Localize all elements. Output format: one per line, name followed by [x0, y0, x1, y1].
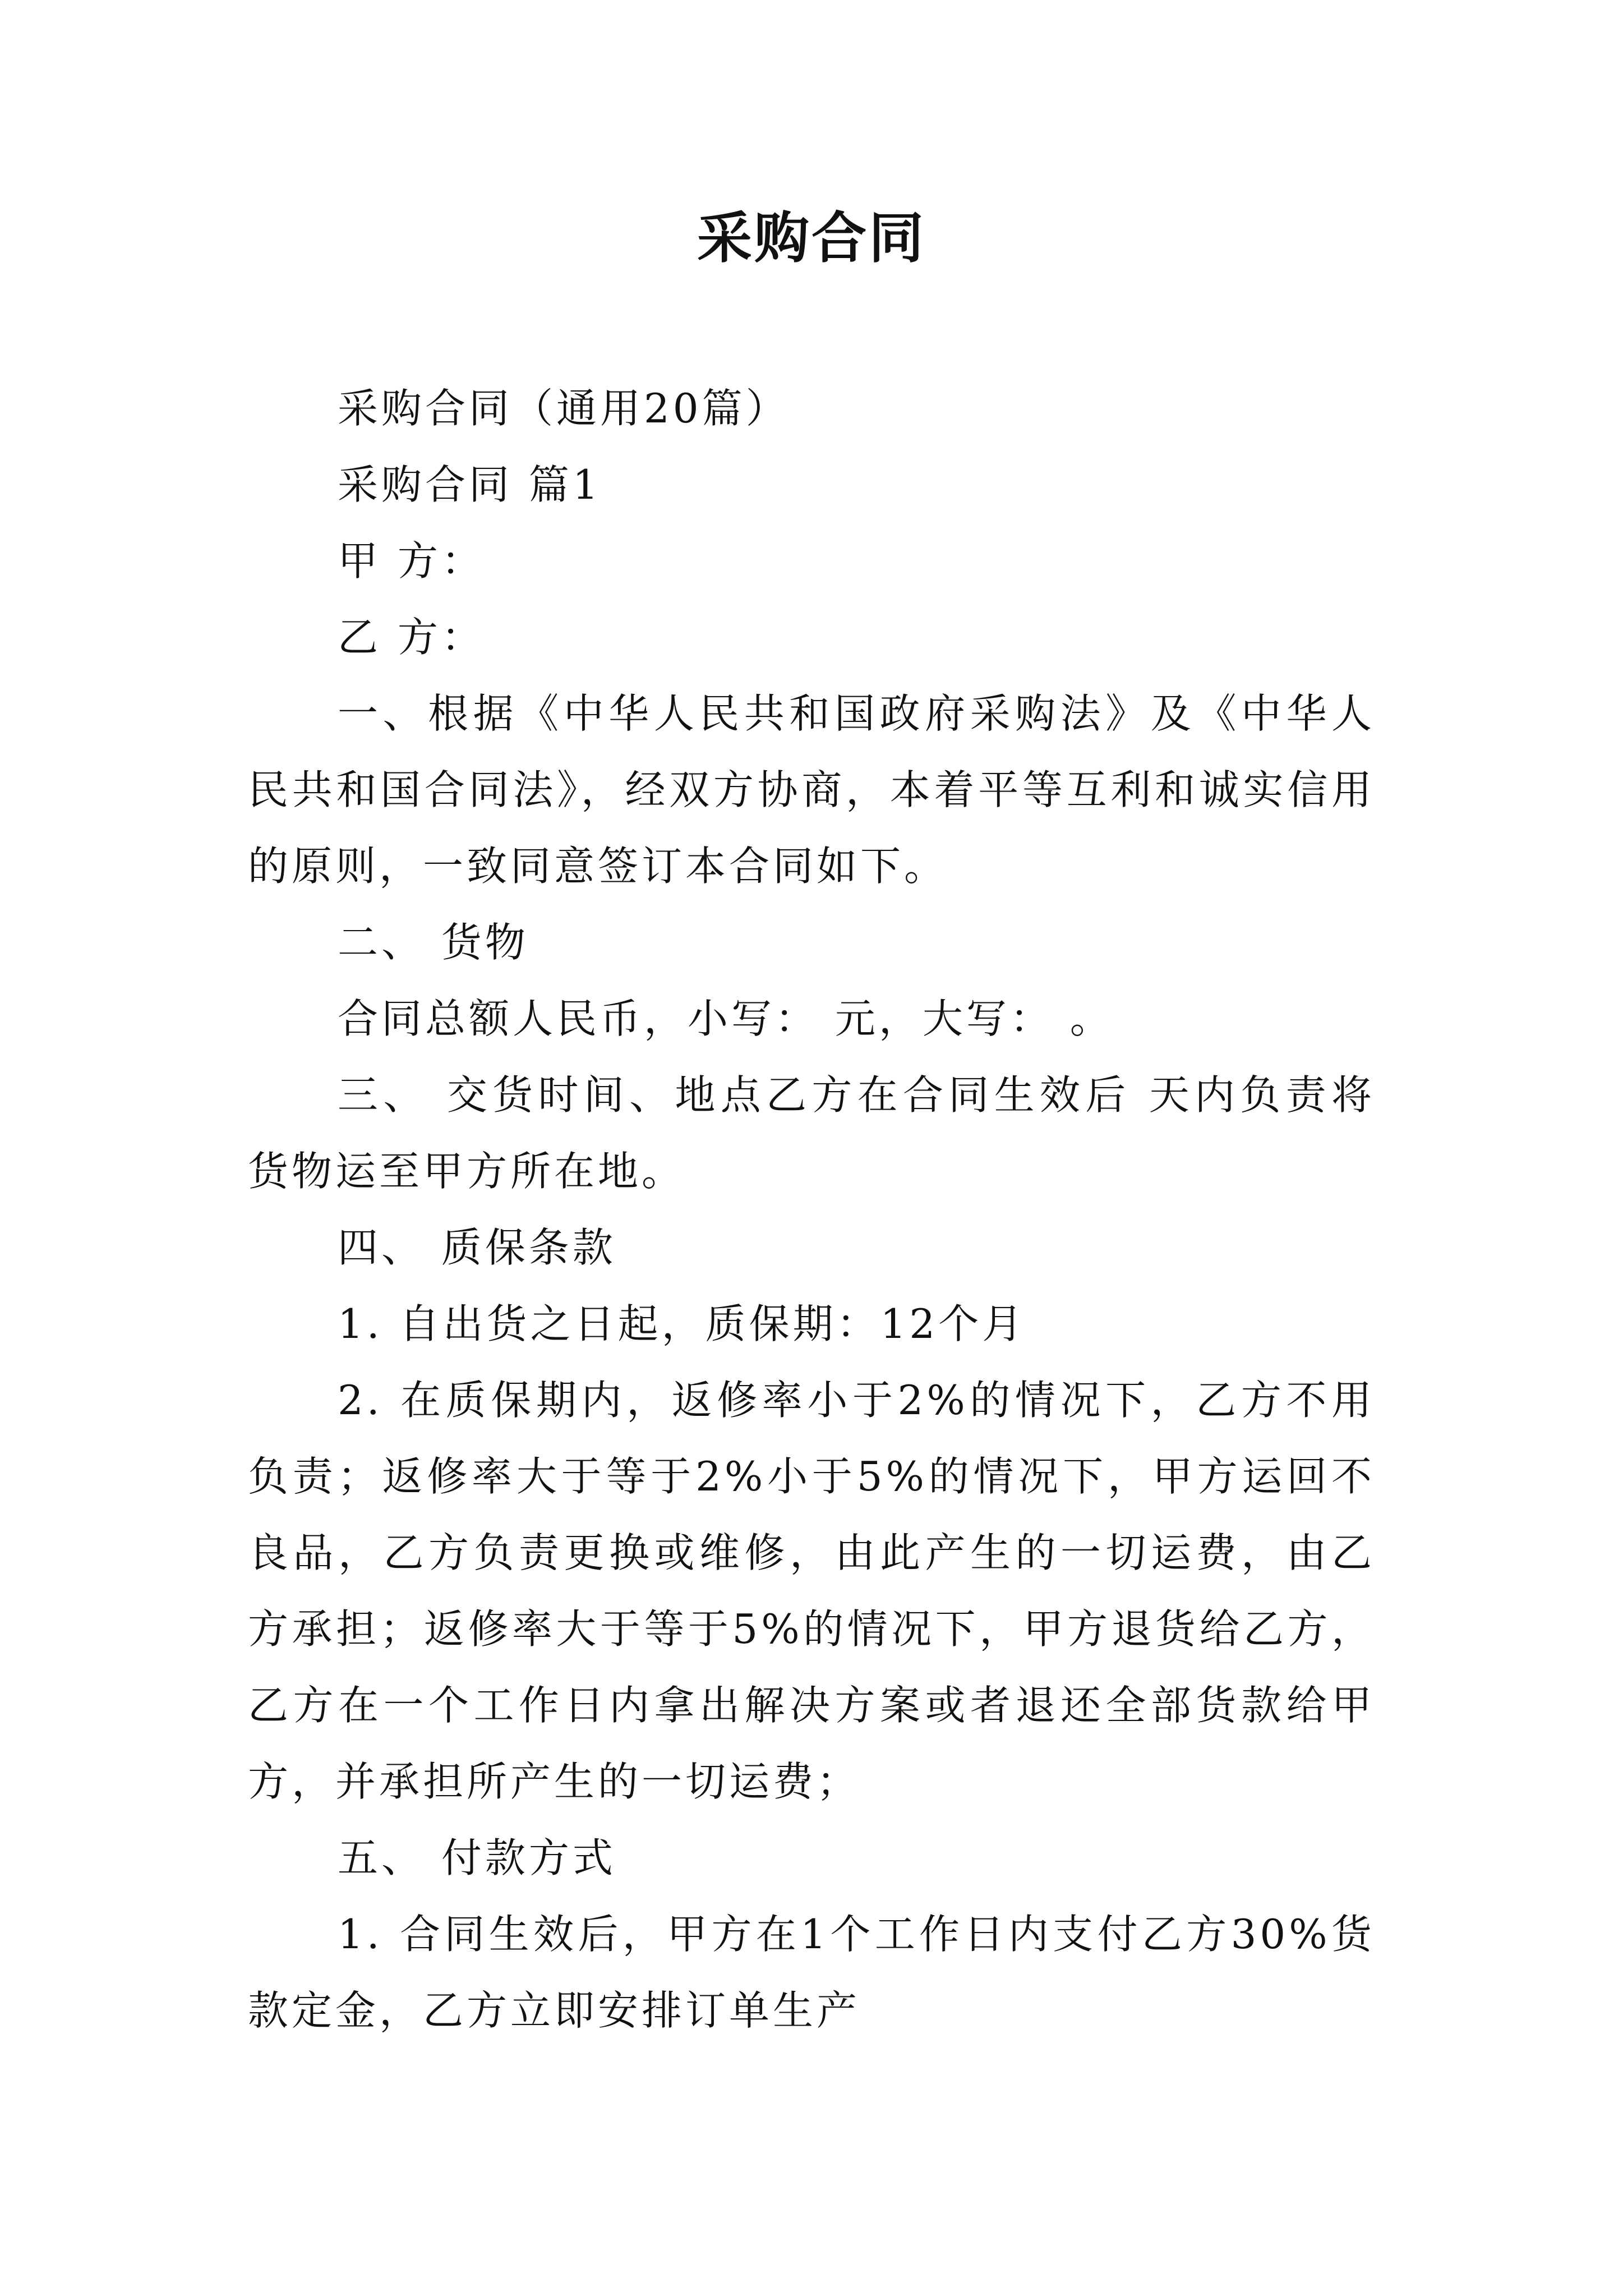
- paragraph-warranty-1: 1. 自出货之日起，质保期：12个月: [338, 1300, 1026, 1347]
- paragraph-clause-1: 一、根据《中华人民共和国政府采购法》及《中华人民共和国合同法》，经双方协商，本着平等互利和诚实信用的原则，一致同意签订本合同如下。: [248, 690, 1375, 890]
- paragraph-party-b: 乙 方：: [338, 614, 485, 661]
- paragraph-payment-1: 1. 合同生效后，甲方在1个工作日内支付乙方30%货款定金，乙方立即安排订单生产: [248, 1911, 1375, 2034]
- paragraph-clause-4-heading: 四、 质保条款: [338, 1224, 616, 1271]
- document-title: 采购合同: [697, 206, 926, 270]
- paragraph-section-heading: 采购合同 篇1: [338, 461, 602, 508]
- paragraph-clause-2-heading: 二、 货物: [338, 919, 529, 966]
- paragraph-doc-subtitle: 采购合同（通用20篇）: [338, 385, 790, 432]
- paragraph-contract-amount: 合同总额人民币，小写： 元，大写： 。: [338, 995, 1114, 1042]
- paragraph-clause-3: 三、 交货时间、地点乙方在合同生效后 天内负责将货物运至甲方所在地。: [248, 1071, 1375, 1195]
- paragraph-party-a: 甲 方：: [338, 537, 485, 585]
- document-body: [248, 370, 1375, 2049]
- paragraph-clause-5-heading: 五、 付款方式: [338, 1834, 616, 1881]
- paragraph-warranty-2: 2. 在质保期内，返修率小于2%的情况下，乙方不用负责；返修率大于等于2%小于5%的情况下，甲方运回不良品，乙方负责更换或维修，由此产生的一切运费，由乙方承担；返修率大于等于5%的情况下，甲方退货给乙方，乙方在一个工作日内拿出解决方案或者退还全部货款给甲方，并承担所产生的一切运费；: [248, 1377, 1375, 1805]
